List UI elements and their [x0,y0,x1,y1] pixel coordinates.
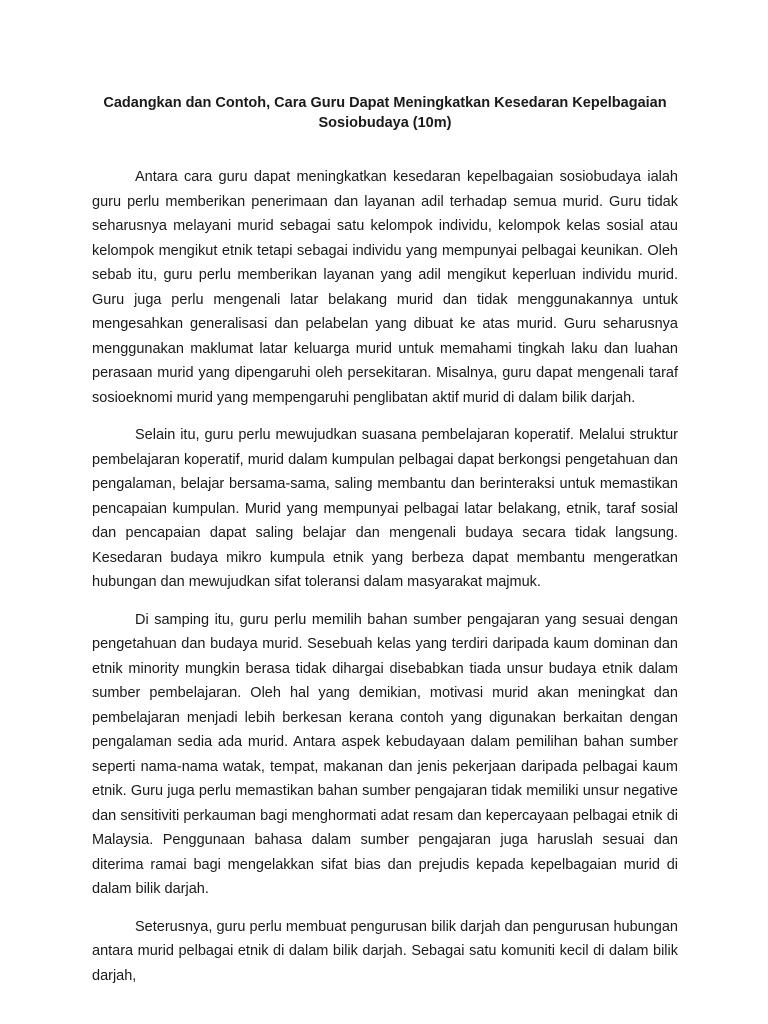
paragraph-4: Seterusnya, guru perlu membuat pengurusan bilik darjah dan pengurusan hubungan antara murid pelbagai etnik di dalam bilik darjah. Sebagai satu komuniti kecil di dalam bilik darjah, [92,918,678,984]
paragraph-2: Selain itu, guru perlu mewujudkan suasana pembelajaran koperatif. Melalui struktur pembelajaran koperatif, murid dalam kumpulan pelbagai dapat berkongsi pengetahuan dan pengalaman, belajar bersama-sama, saling membantu dan berinteraksi untuk memastikan pencapaian kumpulan. Murid yang mempunyai pelbagai latar belakang, etnik, taraf sosial dan pencapaian dapat saling belajar dan mengenali budaya secara tidak langsung. Kesedaran budaya mikro kumpula etnik yang berbeza dapat membantu mengeratkan hubungan dan mewujudkan sifat toleransi dalam masyarakat majmuk. [92,427,678,590]
document-title: Cadangkan dan Contoh, Cara Guru Dapat Meningkatkan Kesedaran Kepelbagaian Sosiobudaya (10m) [103,95,667,131]
paragraph-1: Antara cara guru dapat meningkatkan kesedaran kepelbagaian sosiobudaya ialah guru perlu memberikan penerimaan dan layanan adil terhadap semua murid. Guru tidak seharusnya melayani murid sebagai satu kelompok individu, kelompok kelas sosial atau kelompok mengikut etnik tetapi sebagai individu yang mempunyai pelbagai keunikan. Oleh sebab itu, guru perlu memberikan layanan yang adil mengikut keperluan individu murid. Guru juga perlu mengenali latar belakang murid dan tidak menggunakannya untuk mengesahkan generalisasi dan pelabelan yang dibuat ke atas murid. Guru seharusnya menggunakan maklumat latar keluarga murid untuk memahami tingkah laku dan luahan perasaan murid yang dipengaruhi oleh persekitaran. Misalnya, guru dapat mengenali taraf sosioeknomi murid yang mempengaruhi penglibatan aktif murid di dalam bilik darjah. [92,169,678,406]
paragraph-3: Di samping itu, guru perlu memilih bahan sumber pengajaran yang sesuai dengan pengetahuan dan budaya murid. Sesebuah kelas yang terdiri daripada kaum dominan dan etnik minority mungkin berasa tidak dihargai disebabkan tiada unsur budaya etnik dalam sumber pembelajaran. Oleh hal yang demikian, motivasi murid akan meningkat dan pembelajaran menjadi lebih berkesan kerana contoh yang digunakan berkaitan dengan pengalaman sedia ada murid. Antara aspek kebudayaan dalam pemilihan bahan sumber seperti nama-nama watak, tempat, makanan dan jenis pekerjaan daripada pelbagai kaum etnik. Guru juga perlu memastikan bahan sumber pengajaran tidak memiliki unsur negative dan sensitiviti perkauman bagi menghormati adat resam dan kepercayaan pelbagai etnik di Malaysia. Penggunaan bahasa dalam sumber pengajaran juga haruslah sesuai dan diterima ramai bagi mengelakkan sifat bias dan prejudis kepada kepelbagaian murid di dalam bilik darjah. [92,611,678,897]
